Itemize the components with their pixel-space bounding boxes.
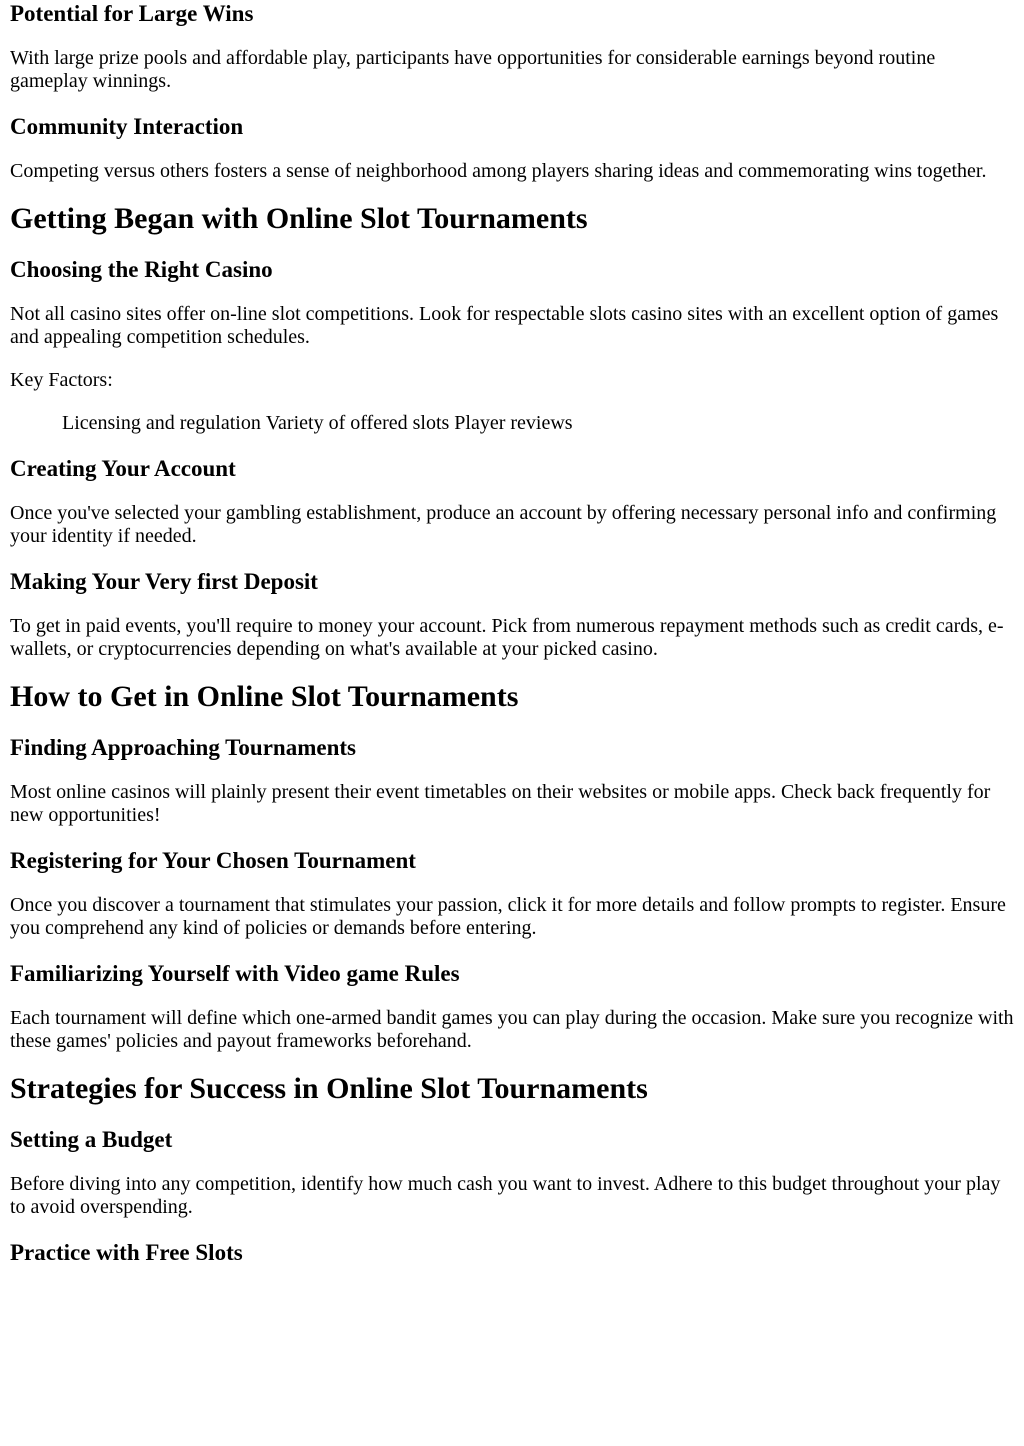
section-game-rules	[10, 940, 1014, 1053]
paragraph-registering: Once you discover a tournament that stimulates your passion, click it for more details and follow prompts to register. Ensure you comprehend any kind of policies or demands before entering.	[10, 894, 1006, 939]
heading-choosing-casino: Choosing the Right Casino	[10, 257, 273, 282]
section-registering	[10, 827, 1014, 940]
section-finding-tournaments	[10, 714, 1014, 827]
key-factors-label: Key Factors:	[10, 369, 113, 391]
heading-registering: Registering for Your Chosen Tournament	[10, 848, 416, 873]
list-item: Licensing and regulation	[62, 412, 266, 434]
section-first-deposit	[10, 548, 1014, 661]
paragraph-first-deposit: To get in paid events, you'll require to money your account. Pick from numerous repayment methods such as credit cards, e-wallets, or cryptocurrencies depending on what's available at your picked casino.	[10, 615, 1004, 660]
heading-game-rules: Familiarizing Yourself with Video game Rules	[10, 961, 460, 986]
paragraph-large-wins: With large prize pools and affordable play, participants have opportunities for considerable earnings beyond routine gameplay winnings.	[10, 47, 936, 92]
heading-creating-account: Creating Your Account	[10, 456, 236, 481]
paragraph-game-rules: Each tournament will define which one-armed bandit games you can play during the occasion. Make sure you recognize with these games' policies and payout frameworks beforehand.	[10, 1007, 1014, 1052]
paragraph-community: Competing versus others fosters a sense of neighborhood among players sharing ideas and commemorating wins together.	[10, 160, 987, 182]
article-body	[10, 0, 1014, 1266]
section-community	[10, 93, 1014, 183]
paragraph-choosing-casino: Not all casino sites offer on-line slot competitions. Look for respectable slots casino sites with an excellent option of games and appealing competition schedules.	[10, 303, 999, 348]
list-item: Variety of offered slots	[265, 412, 455, 434]
heading-how-to-enter: How to Get in Online Slot Tournaments	[10, 680, 519, 713]
list-item: Player reviews	[454, 412, 573, 434]
heading-large-wins: Potential for Large Wins	[10, 1, 254, 26]
heading-finding-tournaments: Finding Approaching Tournaments	[10, 735, 356, 760]
section-budget	[10, 1106, 1014, 1219]
heading-practice: Practice with Free Slots	[10, 1240, 243, 1265]
section-practice	[10, 1219, 1014, 1266]
heading-first-deposit: Making Your Very first Deposit	[10, 569, 318, 594]
heading-getting-started: Getting Began with Online Slot Tournaments	[10, 202, 588, 235]
section-choosing-casino	[10, 236, 1014, 435]
paragraph-creating-account: Once you've selected your gambling establishment, produce an account by offering necessary personal info and confirming your identity if needed.	[10, 502, 997, 547]
heading-budget: Setting a Budget	[10, 1127, 173, 1152]
heading-strategies: Strategies for Success in Online Slot Tournaments	[10, 1072, 648, 1105]
paragraph-finding-tournaments: Most online casinos will plainly present their event timetables on their websites or mobile apps. Check back frequently for new opportunities!	[10, 781, 991, 826]
paragraph-budget: Before diving into any competition, identify how much cash you want to invest. Adhere to this budget throughout your play to avoid overspending.	[10, 1173, 1001, 1218]
section-large-wins	[10, 0, 1014, 93]
key-factors-list	[10, 392, 1014, 435]
heading-community: Community Interaction	[10, 114, 244, 139]
section-creating-account	[10, 435, 1014, 548]
